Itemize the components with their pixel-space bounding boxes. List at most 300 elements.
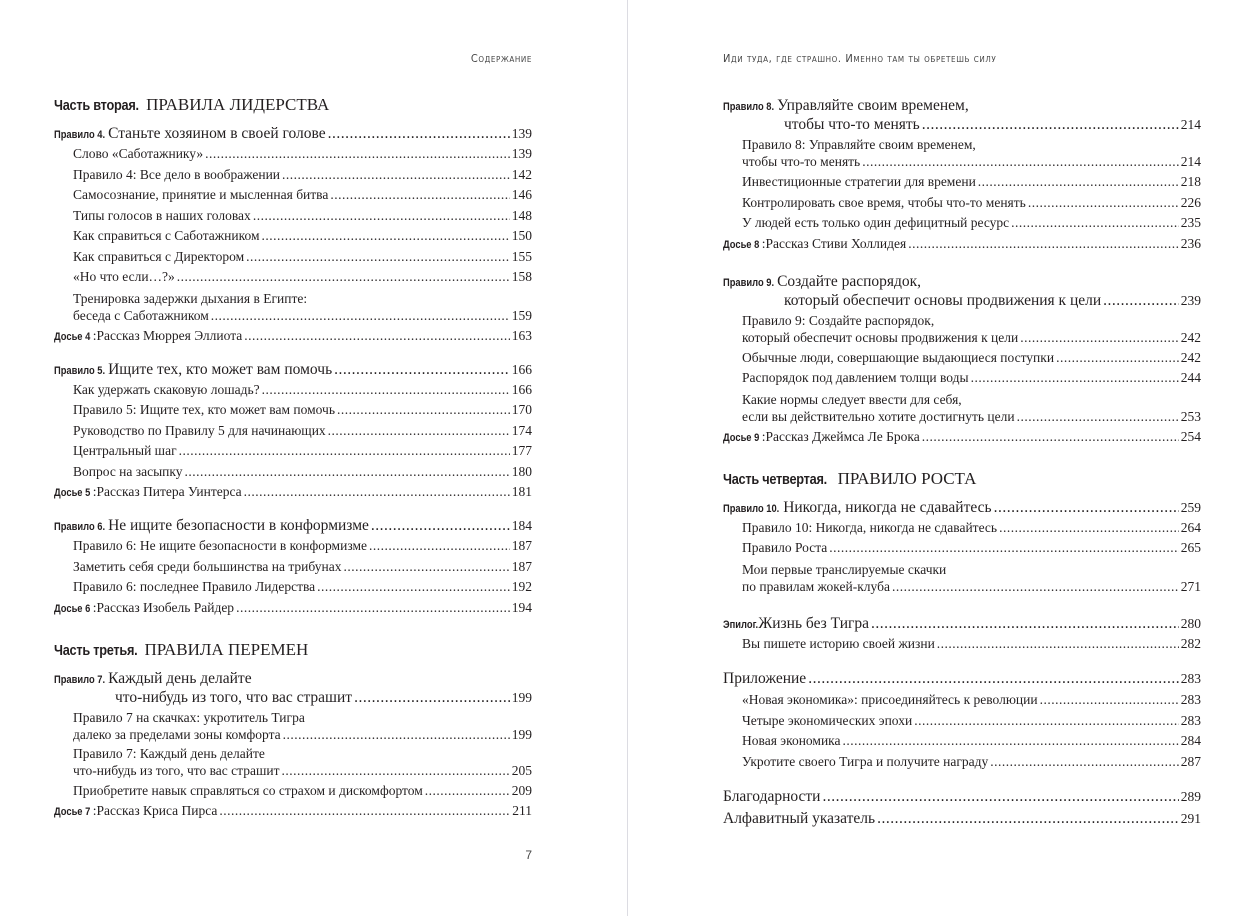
rule-title: Жизнь без Тигра	[758, 614, 870, 632]
entry-line	[723, 499, 1201, 518]
entry-line	[54, 670, 532, 689]
dossier-title: Рассказ Питера Уинтерса	[96, 484, 242, 499]
dot-leader	[371, 517, 510, 535]
sub-title: Контролировать свое время, чтобы что-то менять	[742, 194, 1026, 210]
entry-line	[723, 615, 1201, 634]
entry-line	[742, 538, 1201, 559]
page-ref: 163	[511, 327, 532, 343]
sub-title: Правило 7 на скачках: укротитель Тигра	[73, 709, 305, 725]
part-title: ПРАВИЛА ЛИДЕРСТВА	[146, 95, 330, 114]
toc-entry-sub[interactable]	[723, 193, 1201, 214]
part-heading	[54, 639, 532, 662]
spacer	[723, 772, 1201, 786]
entry-line	[73, 226, 532, 247]
dot-leader	[990, 752, 1179, 773]
toc-entry-sub[interactable]	[54, 380, 532, 401]
toc-entry-sub[interactable]	[54, 709, 532, 743]
sub-title: Тренировка задержки дыхания в Египте:	[73, 290, 308, 306]
toc-entry-sub[interactable]	[54, 144, 532, 165]
page-ref: 242	[1180, 329, 1201, 345]
toc-entry-appendix-title: Приложение	[723, 670, 807, 687]
sub-title: Мои первые транслируемые скачки	[742, 561, 947, 577]
sub-title: Инвестиционные стратегии для времени	[742, 174, 976, 189]
toc-entry-rule[interactable]	[723, 97, 1201, 134]
entry-line	[73, 206, 532, 227]
entry-line	[73, 267, 532, 288]
dot-leader	[179, 441, 510, 462]
rule-title: Управляйте своим временем,	[777, 97, 969, 114]
dossier-label: Досье 6	[54, 602, 91, 615]
toc-entry-sub[interactable]	[723, 731, 1201, 752]
dot-leader	[205, 144, 510, 165]
part-heading	[54, 94, 532, 117]
spacer	[723, 448, 1201, 468]
entry-line	[723, 292, 1201, 310]
toc-entry-sub[interactable]	[54, 185, 532, 206]
toc-entry-sub[interactable]	[723, 538, 1201, 559]
dot-leader	[354, 689, 510, 707]
dot-leader	[1028, 193, 1179, 214]
entry-line	[742, 329, 1201, 346]
entry-line	[742, 518, 1201, 539]
toc-entry-sub[interactable]	[723, 213, 1201, 234]
dot-leader	[1040, 690, 1179, 711]
page-ref: 283	[1180, 712, 1201, 728]
page-ref: 174	[511, 422, 532, 438]
dot-leader	[425, 781, 510, 802]
entry-line	[73, 781, 532, 802]
sub-title: Слово «Саботажнику»	[73, 146, 204, 161]
page-ref: 180	[511, 463, 532, 479]
page-number: 7	[525, 848, 532, 862]
rule-label: Эпилог.	[723, 618, 759, 631]
toc-entry-appendix[interactable]	[723, 668, 1201, 690]
toc-entry-sub[interactable]	[54, 247, 532, 268]
sub-title-cont: что-нибудь из того, что вас страшит	[73, 762, 280, 778]
dot-leader	[1056, 348, 1179, 369]
rule-title-cont: чтобы что-то менять	[784, 116, 920, 133]
dot-leader	[1103, 292, 1179, 310]
entry-line	[73, 557, 532, 578]
page-ref: 170	[511, 402, 532, 417]
entry-line	[723, 786, 1201, 808]
page-ref: 211	[512, 803, 532, 818]
dot-leader	[262, 380, 510, 401]
dossier-title: Рассказ Криса Пирса	[96, 803, 218, 818]
sub-title: Правило 7: Каждый день делайте	[73, 745, 265, 761]
page-ref: 287	[1180, 753, 1201, 769]
part-title: ПРАВИЛО РОСТА	[837, 468, 977, 488]
toc-entry-dossier[interactable]	[723, 427, 1201, 448]
sub-title-cont: чтобы что-то менять	[742, 154, 861, 169]
running-head: Иди туда, где страшно. Именно там ты обретешь силу	[723, 52, 997, 65]
left-page	[0, 0, 627, 916]
entry-line	[73, 400, 532, 421]
page-ref: 194	[511, 599, 532, 615]
dot-leader	[262, 226, 510, 247]
page-ref: 280	[1180, 615, 1201, 631]
dossier-label: Досье 9	[723, 431, 760, 444]
toc-entry-sub[interactable]	[54, 290, 532, 324]
dot-leader	[922, 427, 1179, 447]
toc-entry-sub[interactable]	[723, 690, 1201, 711]
toc-entry-sub[interactable]	[723, 391, 1201, 425]
dot-leader	[892, 578, 1179, 595]
dot-leader	[337, 400, 510, 421]
toc-entry-sub[interactable]	[723, 136, 1201, 170]
toc-entry-sub[interactable]	[54, 421, 532, 442]
spacer	[723, 597, 1201, 611]
entry-line	[742, 312, 1201, 329]
dot-leader	[978, 172, 1179, 193]
rule-title-cont: что-нибудь из того, что вас страшит	[115, 688, 353, 706]
toc-entry-dossier[interactable]	[54, 598, 532, 619]
dot-leader	[282, 165, 510, 186]
entry-line	[73, 745, 532, 762]
toc-entry-back-matter[interactable]	[723, 808, 1201, 830]
part-heading	[723, 468, 1201, 491]
dot-leader	[244, 482, 510, 502]
toc-entry-sub[interactable]	[723, 634, 1201, 655]
page-ref: 254	[1180, 428, 1201, 444]
spacer	[54, 619, 532, 639]
toc-entry-sub[interactable]	[54, 400, 532, 421]
part-label: Часть третья.	[54, 641, 138, 659]
dot-leader	[871, 615, 1179, 633]
toc-entry-sub[interactable]	[54, 536, 532, 557]
page-ref: 146	[511, 187, 532, 202]
dot-leader	[330, 185, 509, 206]
toc-entry-back-matter-title: Благодарности	[723, 788, 821, 805]
toc-entry-rule[interactable]	[54, 670, 532, 707]
dot-leader	[177, 267, 510, 288]
page-ref: 184	[511, 518, 532, 533]
dossier-label: Досье 7	[54, 806, 91, 818]
entry-line	[742, 561, 1201, 578]
entry-line	[73, 462, 532, 483]
dot-leader	[328, 125, 510, 143]
entry-line	[742, 172, 1201, 193]
page-ref: 283	[1180, 692, 1201, 707]
dot-leader	[843, 731, 1179, 752]
page-ref: 244	[1180, 370, 1201, 385]
dot-leader	[343, 557, 509, 578]
page-ref: 142	[511, 166, 532, 182]
dot-leader	[283, 726, 510, 743]
entry-line	[742, 136, 1201, 153]
spacer	[54, 503, 532, 513]
entry-line	[73, 709, 532, 726]
page-ref: 199	[511, 689, 532, 705]
rule-title-cont: который обеспечит основы продвижения к цели	[784, 291, 1102, 309]
dot-leader	[185, 462, 510, 483]
dot-leader	[1020, 329, 1179, 346]
toc-entry-sub[interactable]	[723, 711, 1201, 732]
page-ref: 166	[511, 381, 532, 397]
sub-title: Четыре экономических эпохи	[742, 712, 913, 728]
dot-leader	[317, 577, 510, 598]
entry-line	[723, 116, 1201, 134]
entry-line	[73, 762, 532, 779]
dossier-title: Рассказ Мюррея Эллиота	[96, 327, 243, 343]
page-ref: 235	[1180, 215, 1201, 230]
dot-leader	[211, 307, 510, 324]
toc-entry-rule[interactable]	[54, 361, 532, 380]
dot-leader	[219, 801, 510, 821]
toc-entry-sub[interactable]	[54, 557, 532, 578]
page-ref: 271	[1180, 578, 1201, 594]
dot-leader	[994, 499, 1179, 517]
entry-line	[54, 361, 532, 380]
entry-line	[742, 634, 1201, 655]
entry-line	[73, 380, 532, 401]
page-ref: 264	[1180, 519, 1201, 535]
sub-title: Правило 10: Никогда, никогда не сдавайтесь	[742, 519, 998, 535]
rule-label: Правило 7.	[54, 673, 106, 686]
entry-line	[742, 391, 1201, 408]
page-ref: 158	[511, 269, 532, 284]
page-ref: 283	[1180, 671, 1201, 686]
sub-title: Руководство по Правилу 5 для начинающих	[73, 422, 326, 438]
dot-leader	[908, 234, 1179, 254]
toc-entry-rule[interactable]	[723, 273, 1201, 310]
toc-entry-sub[interactable]	[723, 561, 1201, 595]
page-ref: 148	[511, 207, 532, 223]
entry-line	[73, 577, 532, 598]
page-ref: 214	[1180, 117, 1201, 132]
page-ref: 236	[1180, 235, 1201, 251]
entry-line	[54, 689, 532, 707]
entry-line: Досье 6 : Рассказ Изобель Райдер ..... 194	[54, 598, 532, 619]
sub-title: Новая экономика	[742, 733, 841, 748]
dot-leader	[253, 206, 510, 227]
sub-title: «Но что если…?»	[73, 269, 175, 284]
sub-title-cont: по правилам жокей-клуба	[742, 578, 890, 594]
sub-title: Центральный шаг	[73, 443, 177, 458]
toc-entry-sub[interactable]	[54, 441, 532, 462]
rule-title: Каждый день делайте	[108, 669, 252, 687]
page-ref: 239	[1180, 292, 1201, 308]
dot-leader	[246, 247, 510, 268]
rule-title: Никогда, никогда не сдавайтесь	[783, 498, 992, 516]
page-ref: 218	[1180, 174, 1201, 189]
page-ref: 209	[511, 782, 532, 798]
rule-label: Правило 6.	[54, 521, 106, 533]
sub-title: Самосознание, принятие и мысленная битва	[73, 187, 329, 202]
page-ref: 192	[511, 579, 532, 594]
sub-title: Как справиться с Директором	[73, 248, 245, 264]
toc-entry-sub[interactable]	[723, 368, 1201, 389]
dot-leader	[328, 421, 510, 442]
rule-title: Станьте хозяином в своей голове	[108, 125, 326, 142]
dossier-label: Досье 5	[54, 487, 91, 499]
toc-entry-sub[interactable]	[54, 206, 532, 227]
sub-title: Какие нормы следует ввести для себя,	[742, 391, 962, 407]
sub-title: Распорядок под давлением толщи воды	[742, 370, 969, 385]
entry-line	[73, 726, 532, 743]
page-ref: 187	[511, 558, 532, 574]
toc-entry-sub[interactable]	[54, 165, 532, 186]
page-ref: 205	[511, 762, 532, 778]
entry-line	[73, 536, 532, 557]
entry-line	[742, 213, 1201, 234]
sub-title: Правило 4: Все дело в воображении	[73, 166, 281, 182]
entry-line	[742, 578, 1201, 595]
page-ref: 139	[511, 146, 532, 161]
dot-leader	[369, 536, 510, 557]
page-ref: 150	[511, 228, 532, 243]
dot-leader	[862, 153, 1179, 170]
sub-title: Вы пишете историю своей жизни	[742, 635, 935, 651]
sub-title: Обычные люди, совершающие выдающиеся поступки	[742, 349, 1055, 365]
toc-entry-sub[interactable]	[723, 172, 1201, 193]
sub-title: Как удержать скаковую лошадь?	[73, 381, 260, 397]
dossier-title: Рассказ Стиви Холлидея	[765, 235, 907, 251]
toc-entry-dossier[interactable]	[54, 326, 532, 347]
rule-title: Создайте распорядок,	[777, 272, 922, 290]
entry-line	[742, 408, 1201, 425]
sub-title: Типы голосов в наших головах	[73, 207, 251, 223]
page-ref: 289	[1180, 789, 1201, 804]
sub-title: Правило 6: последнее Правило Лидерства	[73, 579, 316, 594]
sub-title: Правило 9: Создайте распорядок,	[742, 312, 935, 328]
dot-leader	[829, 538, 1178, 559]
rule-title: Ищите тех, кто может вам помочь	[108, 360, 333, 378]
dossier-label: Досье 4	[54, 330, 91, 343]
entry-line	[723, 668, 1201, 690]
dot-leader	[877, 808, 1179, 830]
spacer	[54, 347, 532, 357]
sub-title: Правило 8: Управляйте своим временем,	[742, 137, 976, 152]
rule-label: Правило 8.	[723, 101, 775, 113]
sub-title: Правило 6: Не ищите безопасности в конформизме	[73, 538, 368, 553]
dot-leader	[999, 518, 1179, 539]
entry-line	[73, 185, 532, 206]
entry-line	[742, 690, 1201, 711]
toc-entry-sub[interactable]	[723, 518, 1201, 539]
sub-title-cont: беседа с Саботажником	[73, 307, 209, 323]
entry-line	[742, 193, 1201, 214]
entry-line	[742, 348, 1201, 369]
entry-line	[723, 808, 1201, 830]
dot-leader	[244, 326, 510, 346]
rule-title: Не ищите безопасности в конформизме	[108, 517, 369, 534]
toc-entry-sub[interactable]	[54, 267, 532, 288]
entry-line	[73, 441, 532, 462]
toc-entry-sub[interactable]	[54, 462, 532, 483]
toc-entry-dossier[interactable]	[54, 482, 532, 503]
toc-entry-sub[interactable]	[723, 752, 1201, 773]
entry-line	[73, 247, 532, 268]
sub-title: Как справиться с Саботажником	[73, 228, 260, 243]
toc-entry-rule[interactable]	[723, 499, 1201, 518]
page-ref: 199	[511, 726, 532, 742]
entry-line: Досье 5 : Рассказ Питера Уинтерса ..... 181	[54, 482, 532, 503]
right-page	[628, 0, 1259, 916]
sub-title-cont: если вы действительно хотите достигнуть цели	[742, 408, 1015, 424]
dossier-label: Досье 8	[723, 238, 760, 251]
page-ref: 253	[1180, 408, 1201, 424]
dot-leader	[236, 598, 510, 618]
entry-line	[742, 731, 1201, 752]
entry-line: Досье 7 : Рассказ Криса Пирса ..... 211	[54, 801, 532, 822]
toc-entry-sub[interactable]	[54, 745, 532, 779]
entry-line	[73, 290, 532, 307]
dot-leader	[937, 634, 1179, 655]
page-ref: 284	[1180, 733, 1201, 748]
toc-entry-back-matter[interactable]	[723, 786, 1201, 808]
rule-label: Правило 5.	[54, 364, 106, 377]
toc-entry-sub[interactable]	[54, 226, 532, 247]
page-ref: 155	[511, 248, 532, 264]
toc-entry-dossier[interactable]	[723, 234, 1201, 255]
toc-left	[54, 94, 532, 822]
dot-leader	[914, 711, 1179, 732]
part-label: Часть вторая.	[54, 97, 139, 114]
page-ref: 181	[511, 484, 532, 499]
page-ref: 265	[1180, 540, 1201, 555]
sub-title: Укротите своего Тигра и получите награду	[742, 753, 989, 769]
entry-line: Досье 8 : Рассказ Стиви Холлидея ..... 236	[723, 234, 1201, 255]
sub-title-cont: который обеспечит основы продвижения к цели	[742, 329, 1019, 345]
rule-label: Правило 9.	[723, 276, 775, 289]
entry-line	[54, 125, 532, 144]
sub-title-cont: далеко за пределами зоны комфорта	[73, 726, 281, 742]
dot-leader	[1011, 213, 1179, 234]
page-ref: 214	[1180, 154, 1201, 169]
dot-leader	[281, 762, 509, 779]
entry-line	[742, 153, 1201, 170]
toc-entry-sub[interactable]	[723, 312, 1201, 346]
toc-entry-rule[interactable]	[54, 125, 532, 144]
toc-entry-sub[interactable]	[54, 781, 532, 802]
dot-leader	[808, 668, 1179, 690]
toc-entry-sub[interactable]	[54, 577, 532, 598]
sub-title: Приобретите навык справляться со страхом и дискомфортом	[73, 782, 423, 798]
sub-title: Правило 5: Ищите тех, кто может вам помочь	[73, 402, 335, 417]
page-ref: 166	[511, 361, 532, 377]
entry-line	[73, 307, 532, 324]
page-ref: 139	[511, 126, 532, 141]
entry-line	[742, 711, 1201, 732]
entry-line	[742, 368, 1201, 389]
page-ref: 187	[511, 538, 532, 553]
running-head: Содержание	[470, 52, 532, 65]
dossier-title: Рассказ Изобель Райдер	[96, 599, 235, 615]
toc-entry-sub[interactable]	[723, 348, 1201, 369]
entry-line	[73, 421, 532, 442]
sub-title: У людей есть только один дефицитный ресурс	[742, 215, 1010, 230]
toc-entry-back-matter-title: Алфавитный указатель	[723, 810, 876, 827]
toc-entry-rule[interactable]	[54, 517, 532, 536]
spacer	[723, 654, 1201, 668]
rule-label: Правило 4.	[54, 129, 106, 141]
toc-entry-rule[interactable]	[723, 615, 1201, 634]
entry-line: Досье 4 : Рассказ Мюррея Эллиота ..... 163	[54, 326, 532, 347]
dossier-title: Рассказ Джеймса Ле Брока	[765, 428, 920, 444]
dot-leader	[334, 361, 510, 379]
toc-right	[723, 93, 1201, 830]
dot-leader	[1017, 408, 1179, 425]
entry-line	[742, 752, 1201, 773]
entry-line	[723, 97, 1201, 116]
entry-line	[723, 273, 1201, 292]
toc-entry-dossier[interactable]	[54, 801, 532, 822]
entry-line	[73, 144, 532, 165]
entry-line: Досье 9 : Рассказ Джеймса Ле Брока ..... 254	[723, 427, 1201, 448]
dot-leader	[922, 116, 1179, 134]
sub-title: Правило Роста	[742, 540, 828, 555]
